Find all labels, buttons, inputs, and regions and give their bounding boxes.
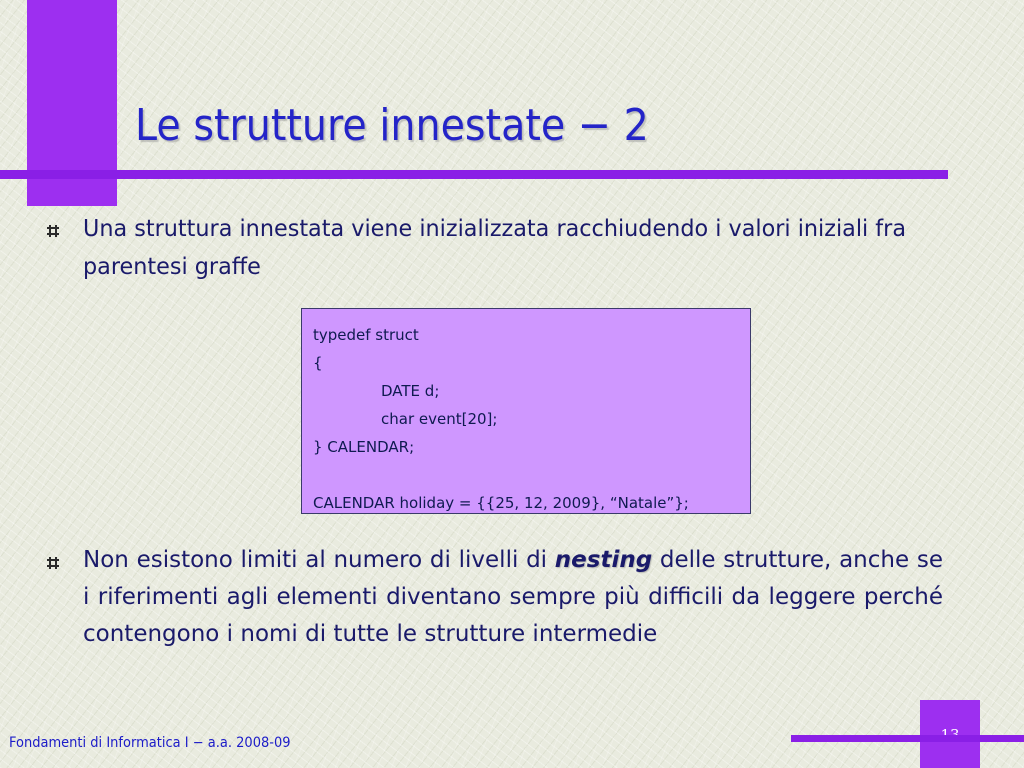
bullet-text-part: Non esistono limiti al numero di livelli di	[83, 547, 555, 573]
code-block	[301, 308, 751, 514]
title-underline-rule	[0, 170, 948, 179]
code-line: {	[313, 354, 323, 372]
footer-rule	[791, 735, 1024, 742]
footer-text: Fondamenti di Informatica I − a.a. 2008-09	[9, 735, 291, 751]
code-line: char event[20];	[381, 410, 498, 428]
hash-bullet-icon	[46, 556, 60, 570]
bullet-text: Una struttura innestata viene inizializzata racchiudendo i valori iniziali fra parentesi graffe	[83, 216, 907, 280]
bullet-text	[83, 542, 943, 653]
code-line: CALENDAR holiday = {{25, 12, 2009}, “Natale”};	[313, 494, 689, 512]
emphasized-term: nesting	[554, 547, 653, 573]
slide-title: Le strutture innestate − 2	[135, 100, 649, 151]
code-line-blank	[313, 461, 750, 489]
hash-bullet-icon	[46, 224, 60, 238]
code-line: } CALENDAR;	[313, 438, 415, 456]
bullet-text-part: delle strutture, anche se i riferimenti agli elementi diventano sempre più difficili da leggere perché contengono i nomi di tutte le strutture intermedie	[83, 547, 943, 647]
code-line: typedef struct	[313, 326, 419, 344]
code-line: DATE d;	[381, 382, 440, 400]
